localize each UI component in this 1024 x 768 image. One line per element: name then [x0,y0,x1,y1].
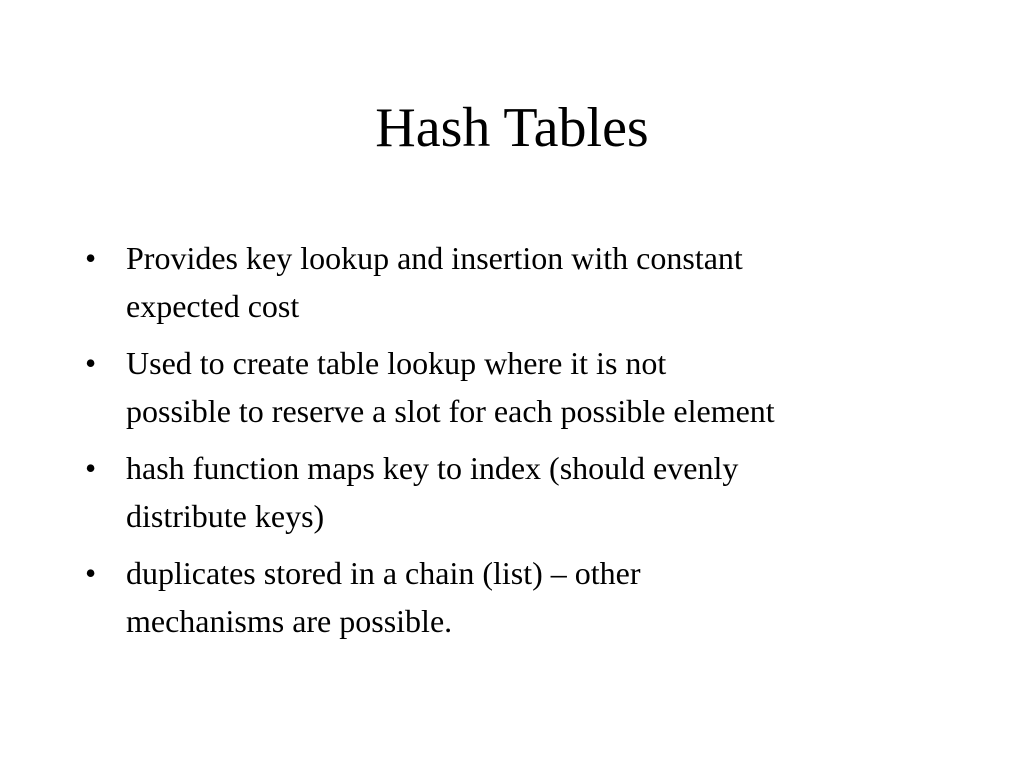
bullet-item [85,549,955,645]
bullet-item [85,339,955,435]
bullet-text-line: duplicates stored in a chain (list) – other [126,555,641,591]
bullet-text-line: Provides key lookup and insertion with constant [126,240,743,276]
bullet-list [85,234,955,654]
bullet-text-line: mechanisms are possible. [126,603,453,639]
bullet-icon: • [85,345,97,381]
bullet-text-line: hash function maps key to index (should evenly [126,450,739,486]
bullet-text-line: possible to reserve a slot for each possible element [126,393,775,429]
bullet-icon: • [85,555,97,591]
bullet-item [85,444,955,540]
bullet-text-line: distribute keys) [126,498,325,534]
bullet-item [85,234,955,330]
bullet-text-line: Used to create table lookup where it is not [126,345,667,381]
bullet-icon: • [85,240,97,276]
bullet-text-line: expected cost [126,288,300,324]
slide-title: Hash Tables [375,97,649,159]
bullet-icon: • [85,450,97,486]
